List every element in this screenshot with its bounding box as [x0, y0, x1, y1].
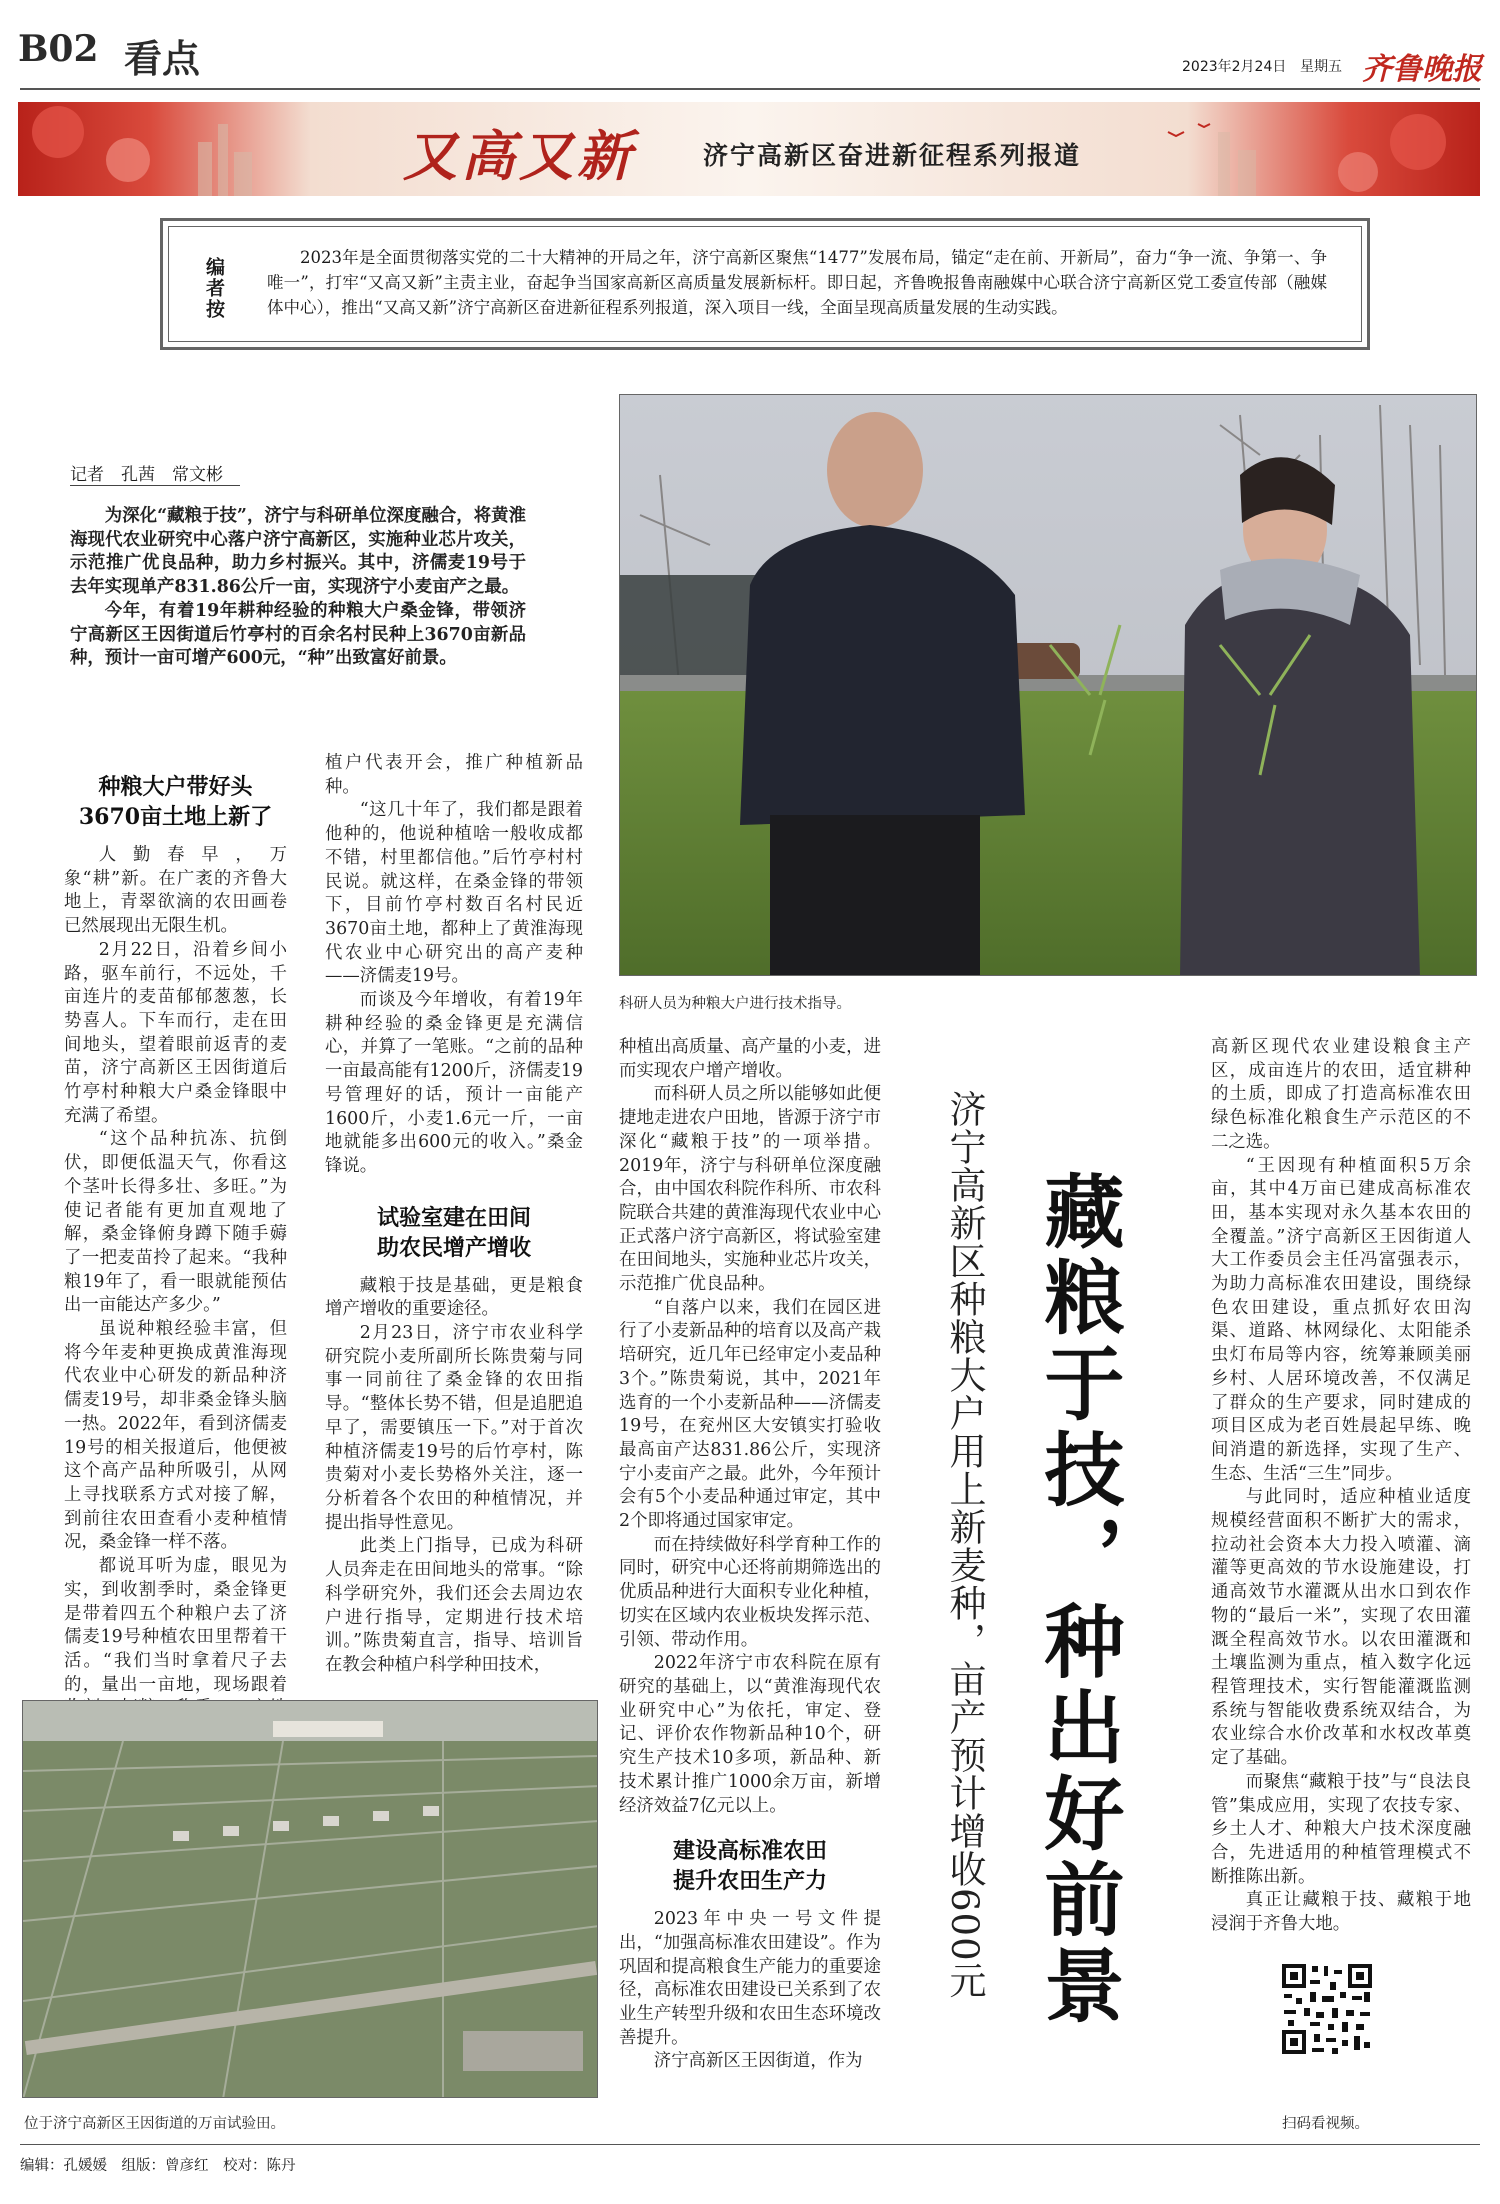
- section3-para: 济宁高新区王因街道，作为: [653, 2051, 863, 2072]
- section3-col: [1211, 1036, 1471, 1937]
- qr-code[interactable]: [1280, 1962, 1374, 2056]
- section2-para: 2022年济宁市农科院在原有研究的基础上，以“黄淮海现代农业研究中心”为依托，审定、登记、评价农作物新品种10个，研究生产技术10多项，新品种、新技术累计推广1000余万亩，新增经济效益7亿元以上。: [619, 1653, 881, 1816]
- section3-para: 2023年中央一号文件提出，“加强高标准农田建设”。作为巩固和提高粮食生产能力的重要途径，高标准农田建设已关系到了农业生产转型升级和农田生态环境改善提升。: [619, 1909, 881, 2048]
- section2-col: [619, 1036, 881, 2074]
- section1-para: 人勤春早，万象“耕”新。在广袤的齐鲁大地上，青翠欲滴的农田画卷已然展现出无限生机。: [64, 845, 287, 937]
- section3-para: 与此同时，适应种植业适度规模经营面积不断扩大的需求，拉动社会资本大力投入喷灌、滴灌等更高效的节水设施建设，打通高效节水灌溉从出水口到农作物的“最后一米”，实现了农田灌溉全程高效节水。以农田灌溉和土壤监测为重点，植入数字化远程管理技术，实行智能灌溉监测系统与智能收费系统双结合，为农业综合水价改革和水权改革奠定了基础。: [1211, 1487, 1471, 1769]
- section3-heading-line2: 提升农田生产力: [672, 1868, 827, 1895]
- section2-para: 种植出高质量、高产量的小麦，进而实现农户增产增收。: [619, 1037, 881, 1081]
- section1-heading-line2: 3670亩土地上新了: [78, 804, 273, 830]
- section2-heading: [325, 1203, 583, 1263]
- photo1-caption: 科研人员为种粮大户进行技术指导。: [619, 996, 851, 1012]
- section2-heading-line2: 助农民增产增收: [376, 1234, 531, 1261]
- banner-title: 又高又新: [403, 124, 635, 188]
- section1-para: 都说耳听为虚，眼见为实，到收割季时，桑金锋更是带着四五个种粮户去了济儒麦19号种植农田里帮着干活。“我们当时拿着尺子去的，量出一亩地，现场跟着: [64, 1556, 287, 1695]
- photo-field-guidance: [619, 394, 1477, 976]
- section3-para: 而聚焦“藏粮于技”与“良法良管”集成应用，实现了农技专家、乡土人才、种粮大户技术深度融合，先进适用的种植管理模式不断推陈出新。: [1211, 1771, 1471, 1887]
- section1-heading-line1: 种粮大户带好头: [98, 774, 253, 800]
- section1-col2: [325, 752, 583, 1678]
- section1-para: 2月22日，沿着乡间小路，驱车前行，不远处，千亩连片的麦苗郁郁葱葱，长势喜人。下车而行，走在田间地头，望着眼前返青的麦苗，济宁高新区王因街道后竹亭村种粮大户桑金锋眼中充满了希望。: [64, 939, 287, 1126]
- photo-field-guidance-image: [620, 395, 1477, 976]
- headline-main: 藏粮于技，种出好前景: [1031, 1170, 1125, 2030]
- section1-para: 植户代表开会，推广种植新品种。: [325, 753, 583, 797]
- issue-date: 2023年2月24日: [1182, 59, 1287, 75]
- footer-rule: [20, 2144, 1480, 2145]
- series-banner: [18, 102, 1480, 196]
- section3-heading-line1: 建设高标准农田: [672, 1838, 827, 1865]
- photo2-caption: 位于济宁高新区王因街道的万亩试验田。: [24, 2116, 285, 2132]
- section1-para: 虽说种粮经验丰富，但将今年麦种更换成黄淮海现代农业中心研发的新品种济儒麦19号，却非桑金锋头脑一热。2022年，看到济儒麦19号的相关报道后，他便被这个高产品种所吸引，从网上寻找联系方式对接了解，到前往农田查看小麦种植情况，桑金锋一样不落。: [64, 1319, 287, 1553]
- section2-para: 藏粮于技是基础，更是粮食增产增收的重要途径。: [325, 1275, 583, 1320]
- lead: [70, 505, 526, 671]
- section2-para: 此类上门指导，已成为科研人员奔走在田间地头的常事。“除科学研究外，我们还会去周边农户进行指导，定期进行技术培训。”陈贵菊直言，指导、培训旨在教会种植户科学种田技术，: [325, 1536, 583, 1675]
- qr-caption: 扫码看视频。: [1282, 2116, 1369, 2132]
- section3-para: “王因现有种植面积5万余亩，其中4万亩已建成高标准农田，基本实现对永久基本农田的全覆盖。”济宁高新区王因街道人大工作委员会主任冯富强表示，为助力高标准农田建设，围绕绿色农田建设，重点抓好农田沟渠、道路、林网绿化、太阳能杀虫灯布局等内容，统筹兼顾美丽乡村、人居环境改善，不仅满足了群众的生产要求，同时建成的项目区成为老百姓晨起早练、晚间消遣的新选择，实现了生产、生态、生活“三生”同步。: [1211, 1155, 1471, 1484]
- newspaper-logo: 齐鲁晚报: [1362, 52, 1482, 87]
- section1-para: 而谈及今年增收，有着19年耕种经验的桑金锋更是充满信心，并算了一笔账。“之前的品种一亩最高能有1200斤，济儒麦19号管理好的话，预计一亩能产1600斤，小麦1.6元一斤，一亩地就能多出600元的收入。”桑金锋说。: [325, 990, 583, 1176]
- section1-para: “这几十年了，我们都是跟着他种的，他说种植啥一般收成都不错，村里都信他。”后竹亭村村民说。就这样，在桑金锋的带领下，目前竹亭村数百名村民近3670亩土地，都种上了黄淮海现代农业中心研究出的高产麦种——济儒麦19号。: [325, 800, 583, 987]
- section1-col1: [64, 762, 287, 1816]
- section3-para: 高新区现代农业建设粮食主产区，成亩连片的农田，适宜耕种的土质，即成了打造高标准农田绿色标准化粮食生产示范区的不二之选。: [1211, 1037, 1471, 1152]
- lead-para-1: 为深化“藏粮于技”，济宁与科研单位深度融合，将黄淮海现代农业研究中心落户济宁高新区，实施种业芯片攻关，示范推广优良品种，助力乡村振兴。其中，济儒麦19号于去年实现单产831.86公斤一亩，实现济宁小麦亩产之最。: [70, 506, 526, 598]
- section2-para: 而在持续做好科学育种工作的同时，研究中心还将前期筛选出的优质品种进行大面积专业化种植，切实在区域内农业板块发挥示范、引领、带动作用。: [619, 1534, 881, 1650]
- masthead-rule: [20, 88, 1480, 90]
- footer-credits: 编辑：孔媛媛 组版：曾彦红 校对：陈丹: [20, 2158, 296, 2174]
- photo-test-field: [22, 1700, 598, 2098]
- lead-para-2: 今年，有着19年耕种经验的种粮大户桑金锋，带领济宁高新区王因街道后竹亭村的百余名村民种上3670亩新品种，预计一亩可增产600元，“种”出致富好前景。: [70, 600, 526, 669]
- section1-heading: [64, 772, 287, 832]
- editor-note-box: [160, 218, 1370, 350]
- editor-note-label: 编者按: [203, 257, 225, 320]
- byline: 记者 孔茜 常文彬: [70, 465, 223, 485]
- section2-para: “自落户以来，我们在园区进行了小麦新品种的培育以及高产栽培研究，近几年已经审定小麦品种3个。”陈贵菊说，其中，2021年选育的一个小麦新品种——济儒麦19号，在兖州区大安镇实打验收最高亩产达831.86公斤，实现济宁小麦亩产之最。此外，今年预计会有5个小麦品种通过审定，其中2个即将通过国家审定。: [619, 1297, 881, 1532]
- qr-code-icon: [1280, 1962, 1374, 2056]
- headline-sub: 济宁高新区种粮大户用上新麦种，亩产预计增收600元: [943, 1090, 986, 2000]
- section3-heading: [619, 1836, 881, 1896]
- byline-rule: [70, 485, 240, 486]
- photo-test-field-image: [23, 1701, 598, 2098]
- page-number: B02: [18, 28, 99, 70]
- section2-heading-line1: 试验室建在田间: [376, 1204, 531, 1231]
- section2-para: 而科研人员之所以能够如此便捷地走进农户田地，皆源于济宁市深化“藏粮于技”的一项举措。2019年，济宁与科研单位深度融合，由中国农科院作科所、市农科院联合共建的黄淮海现代农业中心正式落户济宁高新区，将试验室建在田间地头，实施种业芯片攻关，示范推广优良品种。: [619, 1084, 881, 1295]
- section1-para: “这个品种抗冻、抗倒伏，即便低温天气，你看这个茎叶长得多壮、多旺。”为使记者能有更加直观地了解，桑金锋俯身蹲下随手薅了一把麦苗拎了起来。“我种粮19年了，看一眼就能预估出一亩能达产多少。”: [64, 1129, 287, 1316]
- issue-weekday: 星期五: [1300, 59, 1342, 75]
- banner-subtitle: 济宁高新区奋进新征程系列报道: [703, 141, 1082, 170]
- section3-para: 真正让藏粮于技、藏粮于地浸润于齐鲁大地。: [1211, 1890, 1471, 1935]
- section2-para: 2月23日，济宁市农业科学研究院小麦所副所长陈贵菊与同事一同前往了桑金锋的农田指导。“整体长势不错，但是追肥追早了，需要镇压一下。”对于首次种植济儒麦19号的后竹亭村，陈贵菊对小麦长势格外关注，逐一分析着各个农田的种植情况，并提出指导性意见。: [325, 1323, 583, 1533]
- section-name: 看点: [124, 36, 201, 81]
- editor-note-text: 2023年是全面贯彻落实党的二十大精神的开局之年，济宁高新区聚焦“1477”发展布局，锚定“走在前、开新局”，奋力“争一流、争第一、争唯一”，打牢“又高又新”主责主业，奋起争当国家高新区高质量发展新标杆。即日起，齐鲁晚报鲁南融媒中心联合济宁高新区党工委宣传部（融媒体中心），推出“又高又新”济宁高新区奋进新征程系列报道，深入项目一线，全面呈现高质量发展的生动实践。: [267, 248, 1327, 317]
